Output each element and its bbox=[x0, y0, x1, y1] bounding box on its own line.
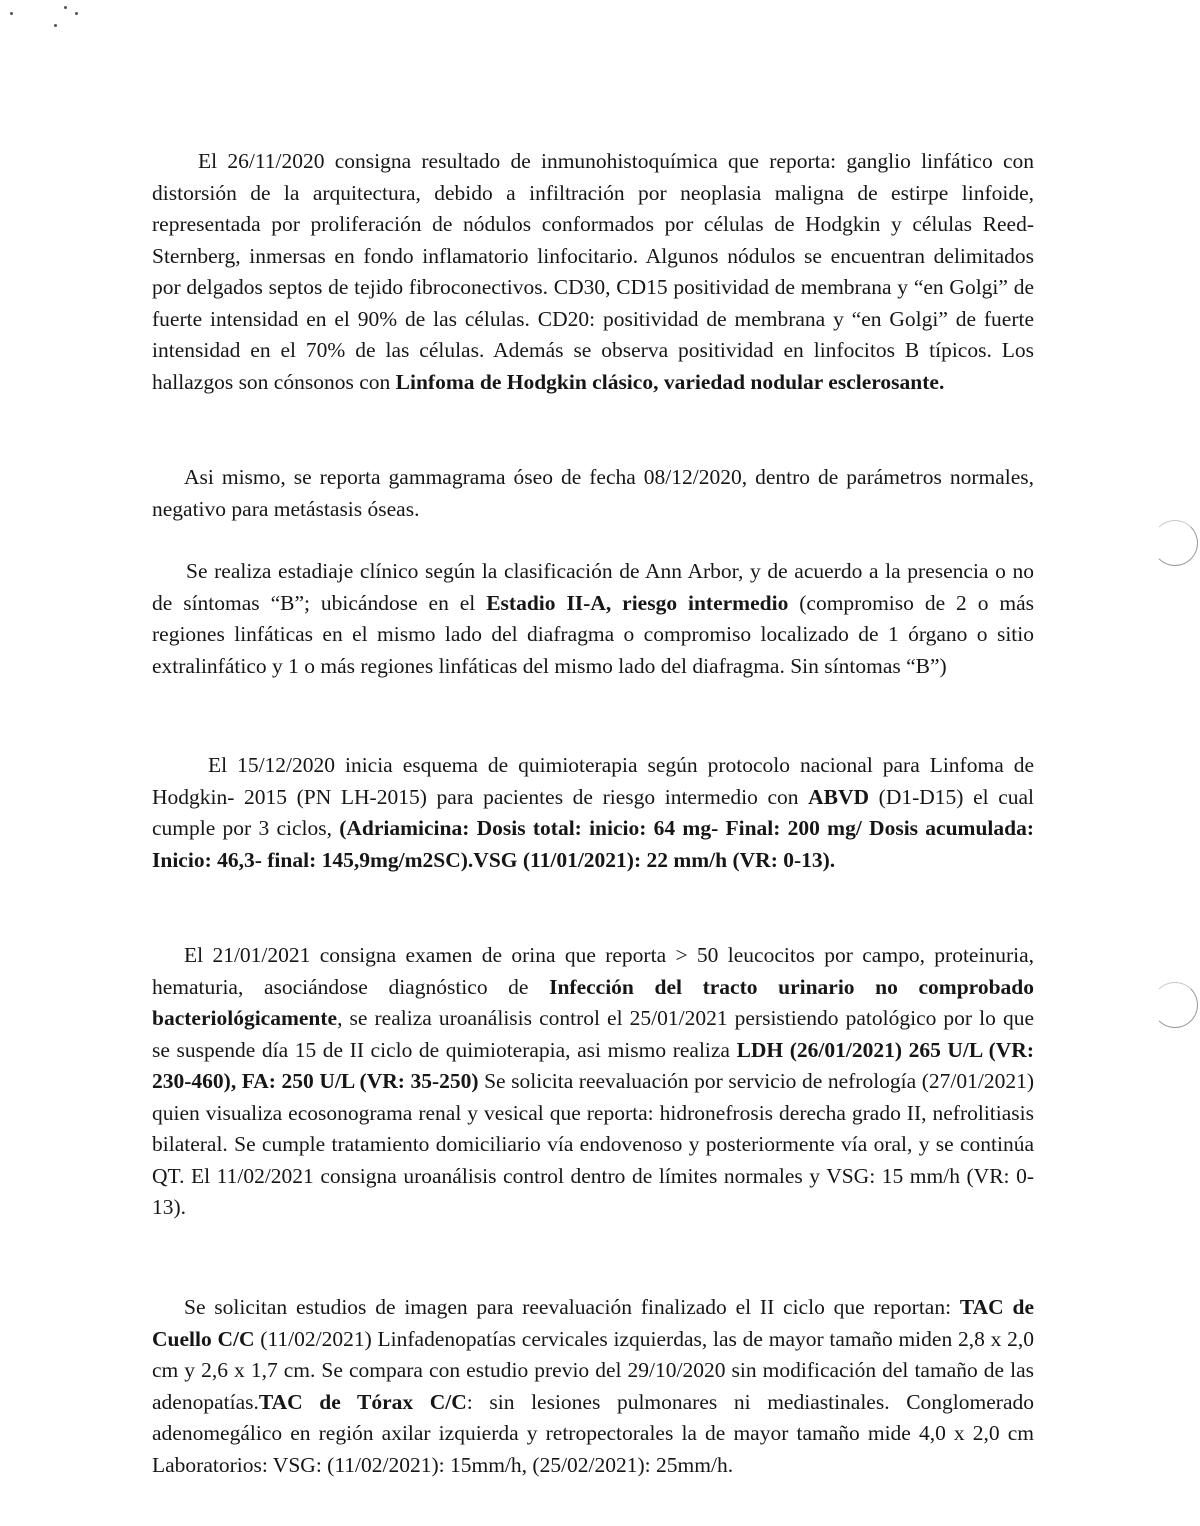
paragraph-chemotherapy bbox=[152, 750, 1034, 876]
bold-text-segment: (Adriamicina: Dosis total: inicio: 64 mg- Final: 200 mg/ Dosis acumulada: Inicio: 46,3- final: 145,9mg/m2SC).VSG (11/01/2021): 22 mm/h (VR: 0-13). bbox=[152, 816, 1034, 872]
text-segment: El 26/11/2020 consigna resultado de inmunohistoquímica que reporta: ganglio linfático con distorsión de la arquitectura, debido a infiltración por neoplasia maligna de estirpe linfoide, representada por proliferación de nódulos conformados por células de Hodgkin y células Reed-Sternberg, inmersas en fondo inflamatorio linfocitario. Algunos nódulos se encuentran delimitados por delgados septos de tejido fibroconectivos. CD30, CD15 positividad de membrana y “en Golgi” de fuerte intensidad en el 90% de las células. CD20: positividad de membrana y “en Golgi” de fuerte intensidad en el 70% de las células. Además se observa positividad en linfocitos B típicos. Los hallazgos son cónsonos con bbox=[152, 149, 1034, 394]
bold-text-segment: ABVD bbox=[808, 784, 870, 809]
text-segment: Se realiza estadiaje clínico según la clasificación de Ann Arbor, y de acuerdo a la presencia o no de síntomas “B”; ubicándose en el bbox=[152, 559, 1034, 615]
paragraph-bone-scan bbox=[152, 462, 1034, 525]
text-segment: El 21/01/2021 consigna examen de orina que reporta > 50 leucocitos por campo, proteinuria, hematuria, asociándose diagnóstico de bbox=[152, 943, 1034, 999]
paragraph-urinary-infection bbox=[152, 940, 1034, 1224]
text-segment: (11/02/2021) Linfadenopatías cervicales izquierdas, las de mayor tamaño miden 2,8 x 2,0 cm y 2,6 x 1,7 cm. Se compara con estudio previo del 29/10/2020 sin modificación del tamaño de las adenopatías. bbox=[152, 1326, 1035, 1414]
text-segment: Se solicita reevaluación por servicio de nefrología (27/01/2021) quien visualiza ecosonograma renal y vesical que reporta: hidronefrosis derecha grado II, nefrolitiasis bilateral. Se cumple tratamiento domiciliario vía endovenoso y posteriormente vía oral, y se continúa QT. El 11/02/2021 consigna uroanálisis control dentro de límites normales y VSG: 15 mm/h (VR: 0-13). bbox=[152, 1069, 1034, 1219]
scan-speck bbox=[75, 12, 78, 15]
text-segment: Se solicitan estudios de imagen para reevaluación finalizado el II ciclo que reportan: bbox=[184, 1295, 960, 1319]
paragraph-immunohistochemistry bbox=[152, 146, 1034, 398]
bold-text-segment: Linfoma de Hodgkin clásico, variedad nodular esclerosante. bbox=[395, 369, 945, 394]
paragraph-imaging-studies bbox=[152, 1292, 1034, 1481]
bold-text-segment: TAC de Tórax C/C bbox=[258, 1389, 467, 1414]
text-segment: (compromiso de 2 o más regiones linfáticas en el mismo lado del diafragma o compromiso localizado de 1 órgano o sitio extralinfático y 1 o más regiones linfáticas del mismo lado del diafragma. Sin síntomas “B”) bbox=[152, 590, 1035, 678]
punch-hole-mark bbox=[1152, 520, 1198, 566]
bold-text-segment: Infección del tracto urinario no comprobado bacteriológicamente bbox=[152, 974, 1034, 1030]
scan-speck bbox=[64, 6, 67, 9]
text-segment: Asi mismo, se reporta gammagrama óseo de fecha 08/12/2020, dentro de parámetros normales, negativo para metástasis óseas. bbox=[152, 465, 1034, 521]
text-segment: : sin lesiones pulmonares ni mediastinales. Conglomerado adenomegálico en región axilar izquierda y retropectorales la de mayor tamaño mide 4,0 x 2,0 cm Laboratorios: VSG: (11/02/2021): 15mm/h, (25/02/2021): 25mm/h. bbox=[152, 1389, 1034, 1477]
paragraph-staging bbox=[152, 556, 1034, 682]
bold-text-segment: TAC de Cuello C/C bbox=[152, 1295, 1034, 1351]
punch-hole-mark bbox=[1152, 982, 1198, 1028]
text-segment: (D1-D15) el cual cumple por 3 ciclos, bbox=[152, 784, 1035, 840]
text-segment: , se realiza uroanálisis control el 25/01/2021 persistiendo patológico por lo que se suspende día 15 de II ciclo de quimioterapia, asi mismo realiza bbox=[152, 1006, 1034, 1062]
bold-text-segment: LDH (26/01/2021) 265 U/L (VR: 230-460), FA: 250 U/L (VR: 35-250) bbox=[152, 1037, 1034, 1093]
text-segment: El 15/12/2020 inicia esquema de quimioterapia según protocolo nacional para Linfoma de Hodgkin- 2015 (PN LH-2015) para pacientes de riesgo intermedio con bbox=[152, 753, 1034, 809]
scan-speck bbox=[10, 12, 13, 15]
bold-text-segment: Estadio II-A, riesgo intermedio bbox=[486, 590, 789, 615]
scan-speck bbox=[54, 24, 57, 27]
